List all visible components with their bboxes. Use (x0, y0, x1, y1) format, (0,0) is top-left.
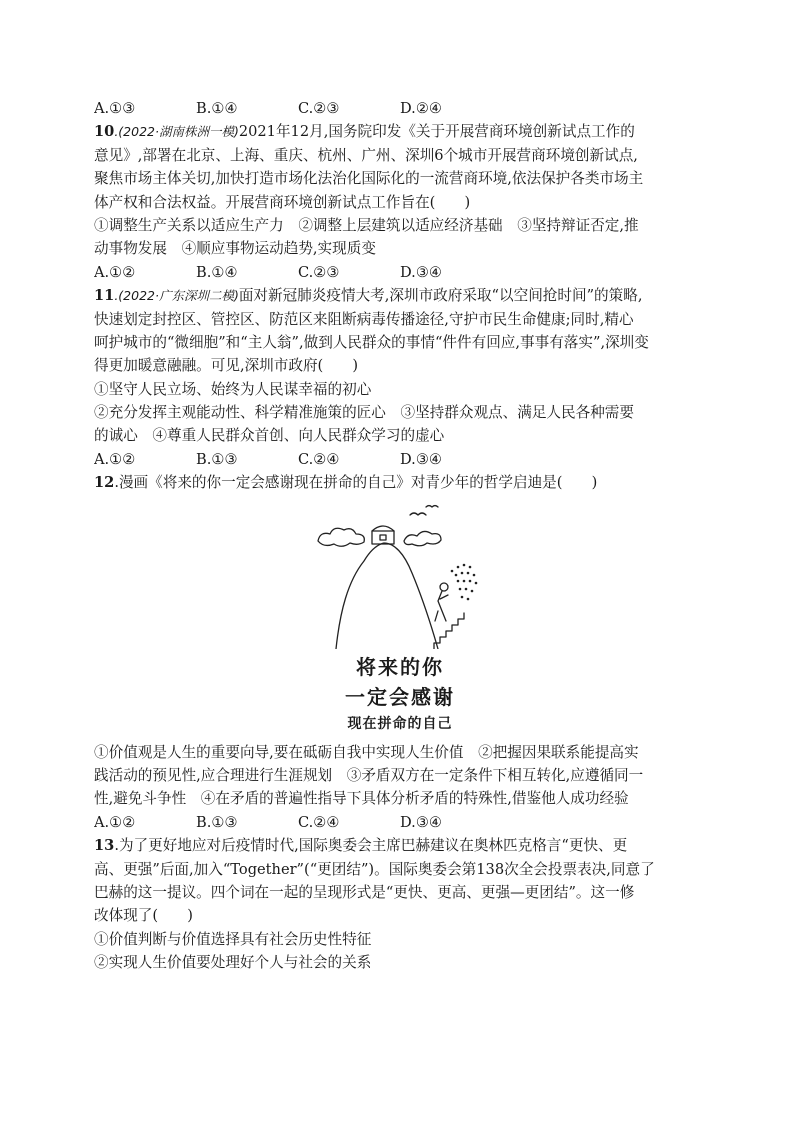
q11-options (94, 448, 706, 471)
q13-number: 13 (94, 837, 115, 855)
q9-option-b: B.①④ (196, 100, 238, 117)
q10-stem-line: 2021年12月,国务院印发《关于开展营商环境创新试点工作的 (238, 123, 635, 141)
q13-stem-line: 巴赫的这一提议。四个词在一起的呈现形式是“更快、更高、更强—更团结”。这一修 (94, 883, 635, 901)
q11-option-d: D.③④ (400, 450, 442, 468)
q10-source: .(2022·湖南株洲一模) (114, 124, 239, 140)
q10-options (94, 261, 706, 284)
q12-option-d: D.③④ (400, 813, 442, 831)
q12-option-b: B.①③ (196, 813, 238, 831)
q11-stem-line: 得更加暖意融融。可见,深圳市政府( ) (94, 357, 359, 375)
q10-statement-line: 动事物发展 ④顺应事物运动趋势,实现质变 (94, 240, 376, 258)
cartoon-caption-line-3: 现在拼命的自己 (347, 715, 453, 732)
q10-number: 10 (94, 123, 115, 141)
q11-option-c: C.②④ (298, 450, 340, 468)
q12-statement-line: 性,避免斗争性 ④在矛盾的普遍性指导下具体分析矛盾的特殊性,借鉴他人成功经验 (94, 790, 629, 808)
question-10 (94, 120, 706, 284)
q11-option-a: A.①② (94, 450, 136, 468)
q12-option-a: A.①② (94, 813, 136, 831)
q11-statement-line: 的诚心 ④尊重人民群众首创、向人民群众学习的虚心 (94, 427, 445, 445)
q9-option-a: A.①③ (94, 100, 136, 117)
q9-option-d: D.②④ (400, 100, 442, 117)
q11-statement-line: ①坚守人民立场、始终为人民谋幸福的初心 (94, 380, 372, 398)
q12-options (94, 811, 706, 834)
q12-option-c: C.②④ (298, 813, 340, 831)
cartoon-illustration (312, 501, 482, 649)
q10-option-d: D.③④ (400, 263, 442, 281)
exam-page (94, 97, 706, 975)
q10-option-b: B.①④ (196, 263, 238, 281)
cartoon-figure (94, 501, 706, 737)
q10-option-c: C.②③ (298, 263, 340, 281)
q11-source: .(2022·广东深圳二模) (114, 288, 239, 304)
q9-options (94, 97, 706, 120)
q12-statement-line: 践活动的预见性,应合理进行生涯规划 ③矛盾双方在一定条件下相互转化,应遵循同一 (94, 767, 644, 785)
q10-stem-line: 聚焦市场主体关切,加快打造市场化法治化国际化的一流营商环境,依法保护各类市场主 (94, 170, 644, 188)
q12-stem: .漫画《将来的你一定会感谢现在拼命的自己》对青少年的哲学启迪是( ) (114, 474, 598, 492)
q10-stem-line: 意见》,部署在北京、上海、重庆、杭州、广州、深圳6个城市开展营商环境创新试点, (94, 146, 638, 164)
question-11 (94, 284, 706, 471)
q13-stem-line: 改体现了( ) (94, 907, 193, 925)
q11-option-b: B.①③ (196, 450, 238, 468)
q12-statement-line: ①价值观是人生的重要向导,要在砥砺自我中实现人生价值 ②把握因果联系能提高实 (94, 743, 639, 761)
cartoon-caption-line-2: 一定会感谢 (345, 684, 455, 709)
q10-stem-line: 体产权和合法权益。开展营商环境创新试点工作旨在( ) (94, 193, 471, 211)
q13-statement-line: ①价值判断与价值选择具有社会历史性特征 (94, 930, 372, 948)
cartoon-caption-line-1: 将来的你 (356, 654, 444, 679)
q11-number: 11 (94, 287, 115, 305)
q11-statement-line: ②充分发挥主观能动性、科学精准施策的匠心 ③坚持群众观点、满足人民各种需要 (94, 404, 634, 422)
q9-option-c: C.②③ (298, 100, 340, 117)
q11-stem-line: 呵护城市的“微细胞”和“主人翁”,做到人民群众的事情“件件有回应,事事有落实”,深圳变 (94, 333, 649, 351)
q10-statement-line: ①调整生产关系以适应生产力 ②调整上层建筑以适应经济基础 ③坚持辩证否定,推 (94, 216, 639, 234)
q12-number: 12 (94, 474, 115, 492)
question-12 (94, 471, 706, 834)
question-13 (94, 834, 706, 974)
q11-stem-line: 快速划定封控区、管控区、防范区来阻断病毒传播途径,守护市民生命健康;同时,精心 (94, 310, 634, 328)
q13-stem-line: .为了更好地应对后疫情时代,国际奥委会主席巴赫建议在奥林匹克格言“更快、更 (114, 837, 628, 855)
q10-option-a: A.①② (94, 263, 136, 281)
q11-stem-line: 面对新冠肺炎疫情大考,深圳市政府采取“以空间抢时间”的策略, (238, 287, 643, 305)
q13-statement-line: ②实现人生价值要处理好个人与社会的关系 (94, 954, 372, 972)
q13-stem-line: 高、更强”后面,加入“Together”(“更团结”)。国际奥委会第138次全会投票表决,同意了 (94, 860, 655, 878)
